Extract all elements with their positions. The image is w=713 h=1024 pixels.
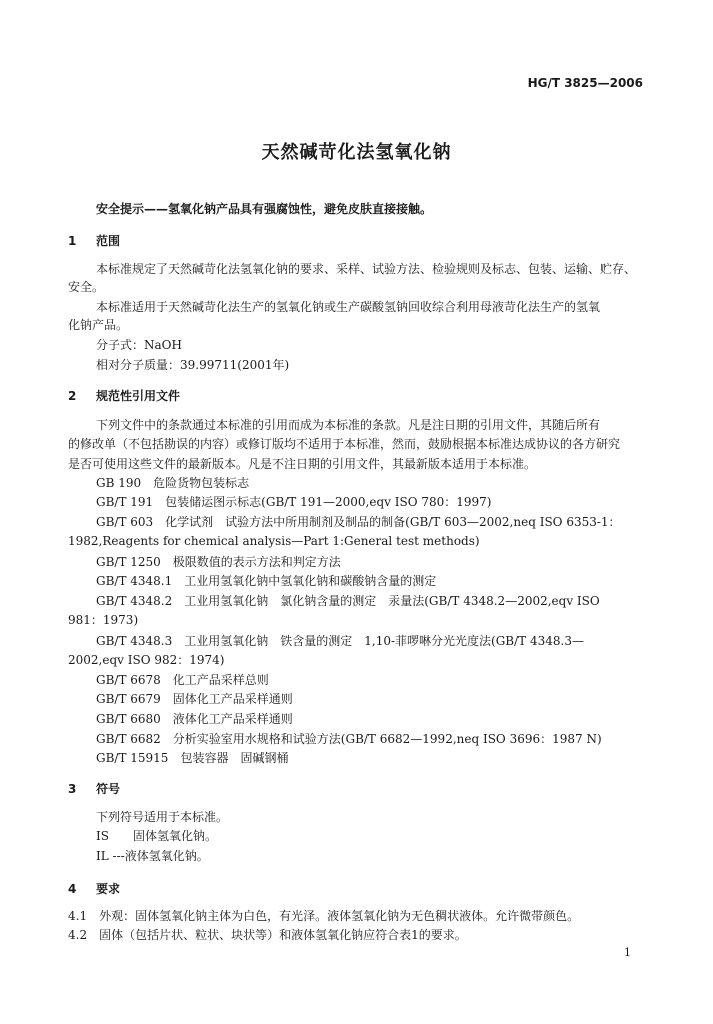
- document-title: 天然碱苛化法氢氧化钠: [261, 142, 452, 163]
- reference-item-continuation: 981：1973): [68, 613, 139, 627]
- refs-intro-line-3: 是否可使用这些文件的最新版本。凡是不注日期的引用文件，其最新版本适用于本标准。: [68, 457, 537, 471]
- reference-item: GB/T 191 包装储运图示标志(GB/T 191—2000,eqv ISO 780：1997): [96, 495, 492, 509]
- section-title: 规范性引用文件: [96, 389, 181, 403]
- page-number: 1: [624, 946, 631, 959]
- reference-item: GB 190 危险货物包装标志: [96, 476, 250, 490]
- requirement-4-1: 4.1 外观：固体氢氧化钠主体为白色，有光泽。液体氢氧化钠为无色稠状液体。允许微带颜色。: [68, 909, 580, 923]
- section-title: 符号: [96, 782, 121, 796]
- reference-item: GB/T 4348.3 工业用氢氧化钠 铁含量的测定 1,10-菲啰啉分光光度法(GB/T 4348.3—: [96, 634, 584, 648]
- reference-item: GB/T 15915 包装容器 固碱钢桶: [96, 751, 289, 765]
- symbol-il: IL ---液体氢氧化钠。: [96, 849, 209, 863]
- section-number: 1: [68, 234, 77, 248]
- reference-item: GB/T 6678 化工产品采样总则: [96, 673, 269, 687]
- scope-paragraph-2-line-1: 本标准适用于天然碱苛化法生产的氢氧化钠或生产碳酸氢钠回收综合利用母液苛化法生产的氢氧: [96, 300, 601, 314]
- reference-item-continuation: 2002,eqv ISO 982：1974): [68, 653, 225, 667]
- standard-code: HG/T 3825—2006: [527, 76, 643, 90]
- section-title: 范围: [96, 234, 121, 248]
- section-3-heading: [68, 780, 120, 797]
- section-number: 4: [68, 882, 77, 896]
- requirement-4-2: 4.2 固体（包括片状、粒状、块状等）和液体氢氧化钠应符合表1的要求。: [68, 928, 467, 942]
- molecular-mass: 相对分子质量：39.99711(2001年): [96, 358, 290, 372]
- section-4-heading: [68, 880, 120, 897]
- section-number: 2: [68, 389, 77, 403]
- reference-item: GB/T 603 化学试剂 试验方法中所用制剂及制品的制备(GB/T 603—2002,neq ISO 6353-1：: [96, 515, 621, 529]
- safety-warning: 安全提示——氢氧化钠产品具有强腐蚀性，避免皮肤直接接触。: [96, 202, 433, 216]
- reference-item: GB/T 6682 分析实验室用水规格和试验方法(GB/T 6682—1992,neq ISO 3696：1987 N): [96, 732, 602, 746]
- refs-intro-line-2: 的修改单（不包括勘误的内容）或修订版均不适用于本标准，然而，鼓励根据本标准达成协议的各方研究: [68, 437, 621, 451]
- section-number: 3: [68, 782, 77, 796]
- reference-item: GB/T 4348.1 工业用氢氧化钠中氢氧化钠和碳酸钠含量的测定: [96, 574, 437, 588]
- section-1-heading: [68, 232, 120, 249]
- reference-item: GB/T 4348.2 工业用氢氧化钠 氯化钠含量的测定 汞量法(GB/T 4348.2—2002,eqv ISO: [96, 594, 600, 608]
- symbols-intro: 下列符号适用于本标准。: [96, 810, 229, 824]
- symbol-is: IS 固体氢氧化钠。: [96, 829, 217, 843]
- reference-item: GB/T 6679 固体化工产品采样通则: [96, 692, 293, 706]
- refs-intro-line-1: 下列文件中的条款通过本标准的引用而成为本标准的条款。凡是注日期的引用文件，其随后所有: [96, 418, 601, 432]
- scope-paragraph-2-line-2: 化钠产品。: [68, 318, 129, 332]
- section-title: 要求: [96, 882, 121, 896]
- reference-item: GB/T 1250 极限数值的表示方法和判定方法: [96, 555, 341, 569]
- section-2-heading: [68, 387, 180, 404]
- scope-paragraph-1-line-1: 本标准规定了天然碱苛化法氢氧化钠的要求、采样、试验方法、检验规则及标志、包装、运输、贮存、: [96, 262, 637, 276]
- scope-paragraph-1-line-2: 安全。: [68, 280, 105, 294]
- reference-item-continuation: 1982,Reagents for chemical analysis—Part 1:General test methods): [68, 534, 480, 548]
- molecular-formula: 分子式：NaOH: [96, 338, 182, 352]
- reference-item: GB/T 6680 液体化工产品采样通则: [96, 712, 293, 726]
